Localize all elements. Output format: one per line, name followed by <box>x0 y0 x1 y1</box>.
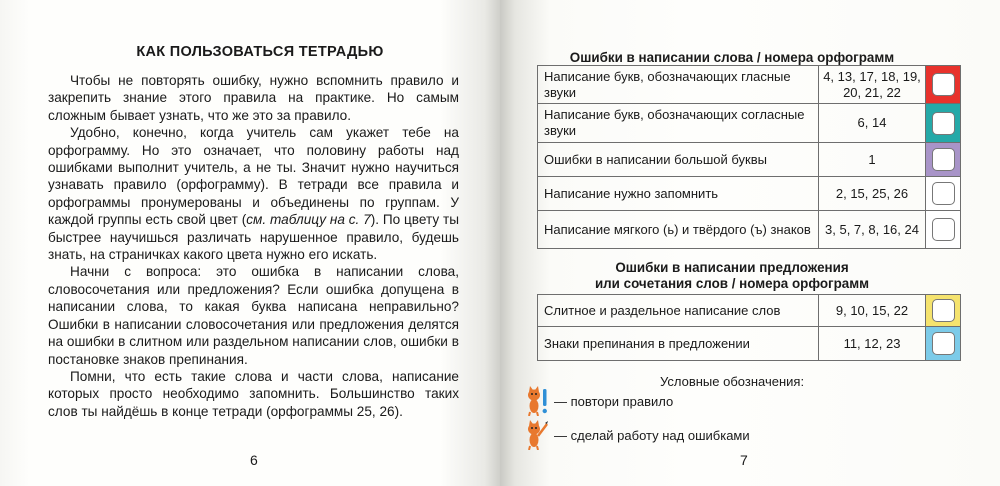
sentence-errors-title <box>538 260 926 292</box>
row-numbers: 2, 15, 25, 26 <box>819 177 926 211</box>
legend-item-error-work <box>526 420 750 450</box>
row-numbers: 9, 10, 15, 22 <box>819 295 926 327</box>
legend-label: — повтори правило <box>554 393 674 409</box>
word-errors-table <box>537 65 961 249</box>
checkbox[interactable] <box>932 148 955 171</box>
paragraph-1: Чтобы не повторять ошибку, нужно вспомнить правило и закрепить знание этого правила на практике. Но самым сложным бывает узнать, что же это за правило. <box>48 73 459 123</box>
page-number-left: 6 <box>250 452 258 468</box>
row-description: Ошибки в написании большой буквы <box>538 143 819 177</box>
sentence-errors-table <box>537 294 961 361</box>
cat-exclamation-icon <box>526 386 548 416</box>
instruction-text <box>48 72 459 420</box>
page-number-right: 7 <box>740 452 748 468</box>
color-cell <box>926 295 961 327</box>
color-cell <box>926 327 961 361</box>
row-numbers: 6, 14 <box>819 104 926 143</box>
word-errors-title: Ошибки в написании слова / номера орфограмм <box>569 50 895 65</box>
page-title: КАК ПОЛЬЗОВАТЬСЯ ТЕТРАДЬЮ <box>136 44 384 60</box>
paragraph-3: Начни с вопроса: это ошибка в написании слова, словосочетания или предложения? Если ошибка допущена в написании слова, то какая буква написана неправильно? Ошибки в написании словосочетания или предложения делятся на ошибки в слитном или раздельном написании слов, ошибки в постановке знаков препинания. <box>48 264 459 367</box>
color-cell <box>926 66 961 104</box>
legend-item-repeat-rule <box>526 386 673 416</box>
color-cell <box>926 211 961 249</box>
table-row <box>538 104 961 143</box>
row-numbers: 3, 5, 7, 8, 16, 24 <box>819 211 926 249</box>
table-row <box>538 143 961 177</box>
table-row <box>538 66 961 104</box>
row-description: Написание мягкого (ь) и твёрдого (ъ) знаков <box>538 211 819 249</box>
table-row <box>538 211 961 249</box>
table-row <box>538 295 961 327</box>
color-cell <box>926 177 961 211</box>
row-description: Знаки препинания в предложении <box>538 327 819 361</box>
paragraph-2 <box>48 124 459 263</box>
row-description: Написание букв, обозначающих согласные звуки <box>538 104 819 143</box>
checkbox[interactable] <box>932 182 955 205</box>
checkbox[interactable] <box>932 332 955 355</box>
paragraph-4: Помни, что есть такие слова и части слова, написание которых просто необходимо запомнить. Большинство таких слов ты найдёшь в конце тетради (орфограммы 25, 26). <box>48 368 459 419</box>
checkbox[interactable] <box>932 218 955 241</box>
legend-title: Условные обозначения: <box>660 374 805 389</box>
sentence-title-line-2: или сочетания слов / номера орфограмм <box>594 276 870 291</box>
row-numbers: 11, 12, 23 <box>819 327 926 361</box>
table-row <box>538 327 961 361</box>
row-numbers: 1 <box>819 143 926 177</box>
right-page <box>500 0 1000 486</box>
row-description: Написание нужно запомнить <box>538 177 819 211</box>
legend-label: — сделай работу над ошибками <box>554 427 750 443</box>
paragraph-2-start: Удобно, конечно, когда учитель сам укажет тебе на орфограмму. Но это означает, что половину работы над ошибками выполнит учитель, а не ты. Значит нужно научиться узнавать правило (орфограмму). В тетради все правила и орфограммы пронумерованы и объединены по группам. У каждой группы есть свой цвет ( <box>48 125 459 228</box>
color-cell <box>926 104 961 143</box>
checkbox[interactable] <box>932 299 955 322</box>
row-description: Написание букв, обозначающих гласные звуки <box>538 66 819 104</box>
cat-pencil-icon <box>526 420 548 450</box>
row-description: Слитное и раздельное написание слов <box>538 295 819 327</box>
table-row <box>538 177 961 211</box>
table-reference: см. таблицу на с. 7 <box>246 212 371 228</box>
checkbox[interactable] <box>932 112 955 135</box>
sentence-title-line-1: Ошибки в написании предложения <box>615 260 849 275</box>
color-cell <box>926 143 961 177</box>
checkbox[interactable] <box>932 73 955 96</box>
row-numbers: 4, 13, 17, 18, 19, 20, 21, 22 <box>819 66 926 104</box>
paragraph-2-end: ). По цвету ты быстрее научишься различать нарушенное правило, будешь знать, на страничках какого цвета нужно его искать. <box>48 212 459 263</box>
